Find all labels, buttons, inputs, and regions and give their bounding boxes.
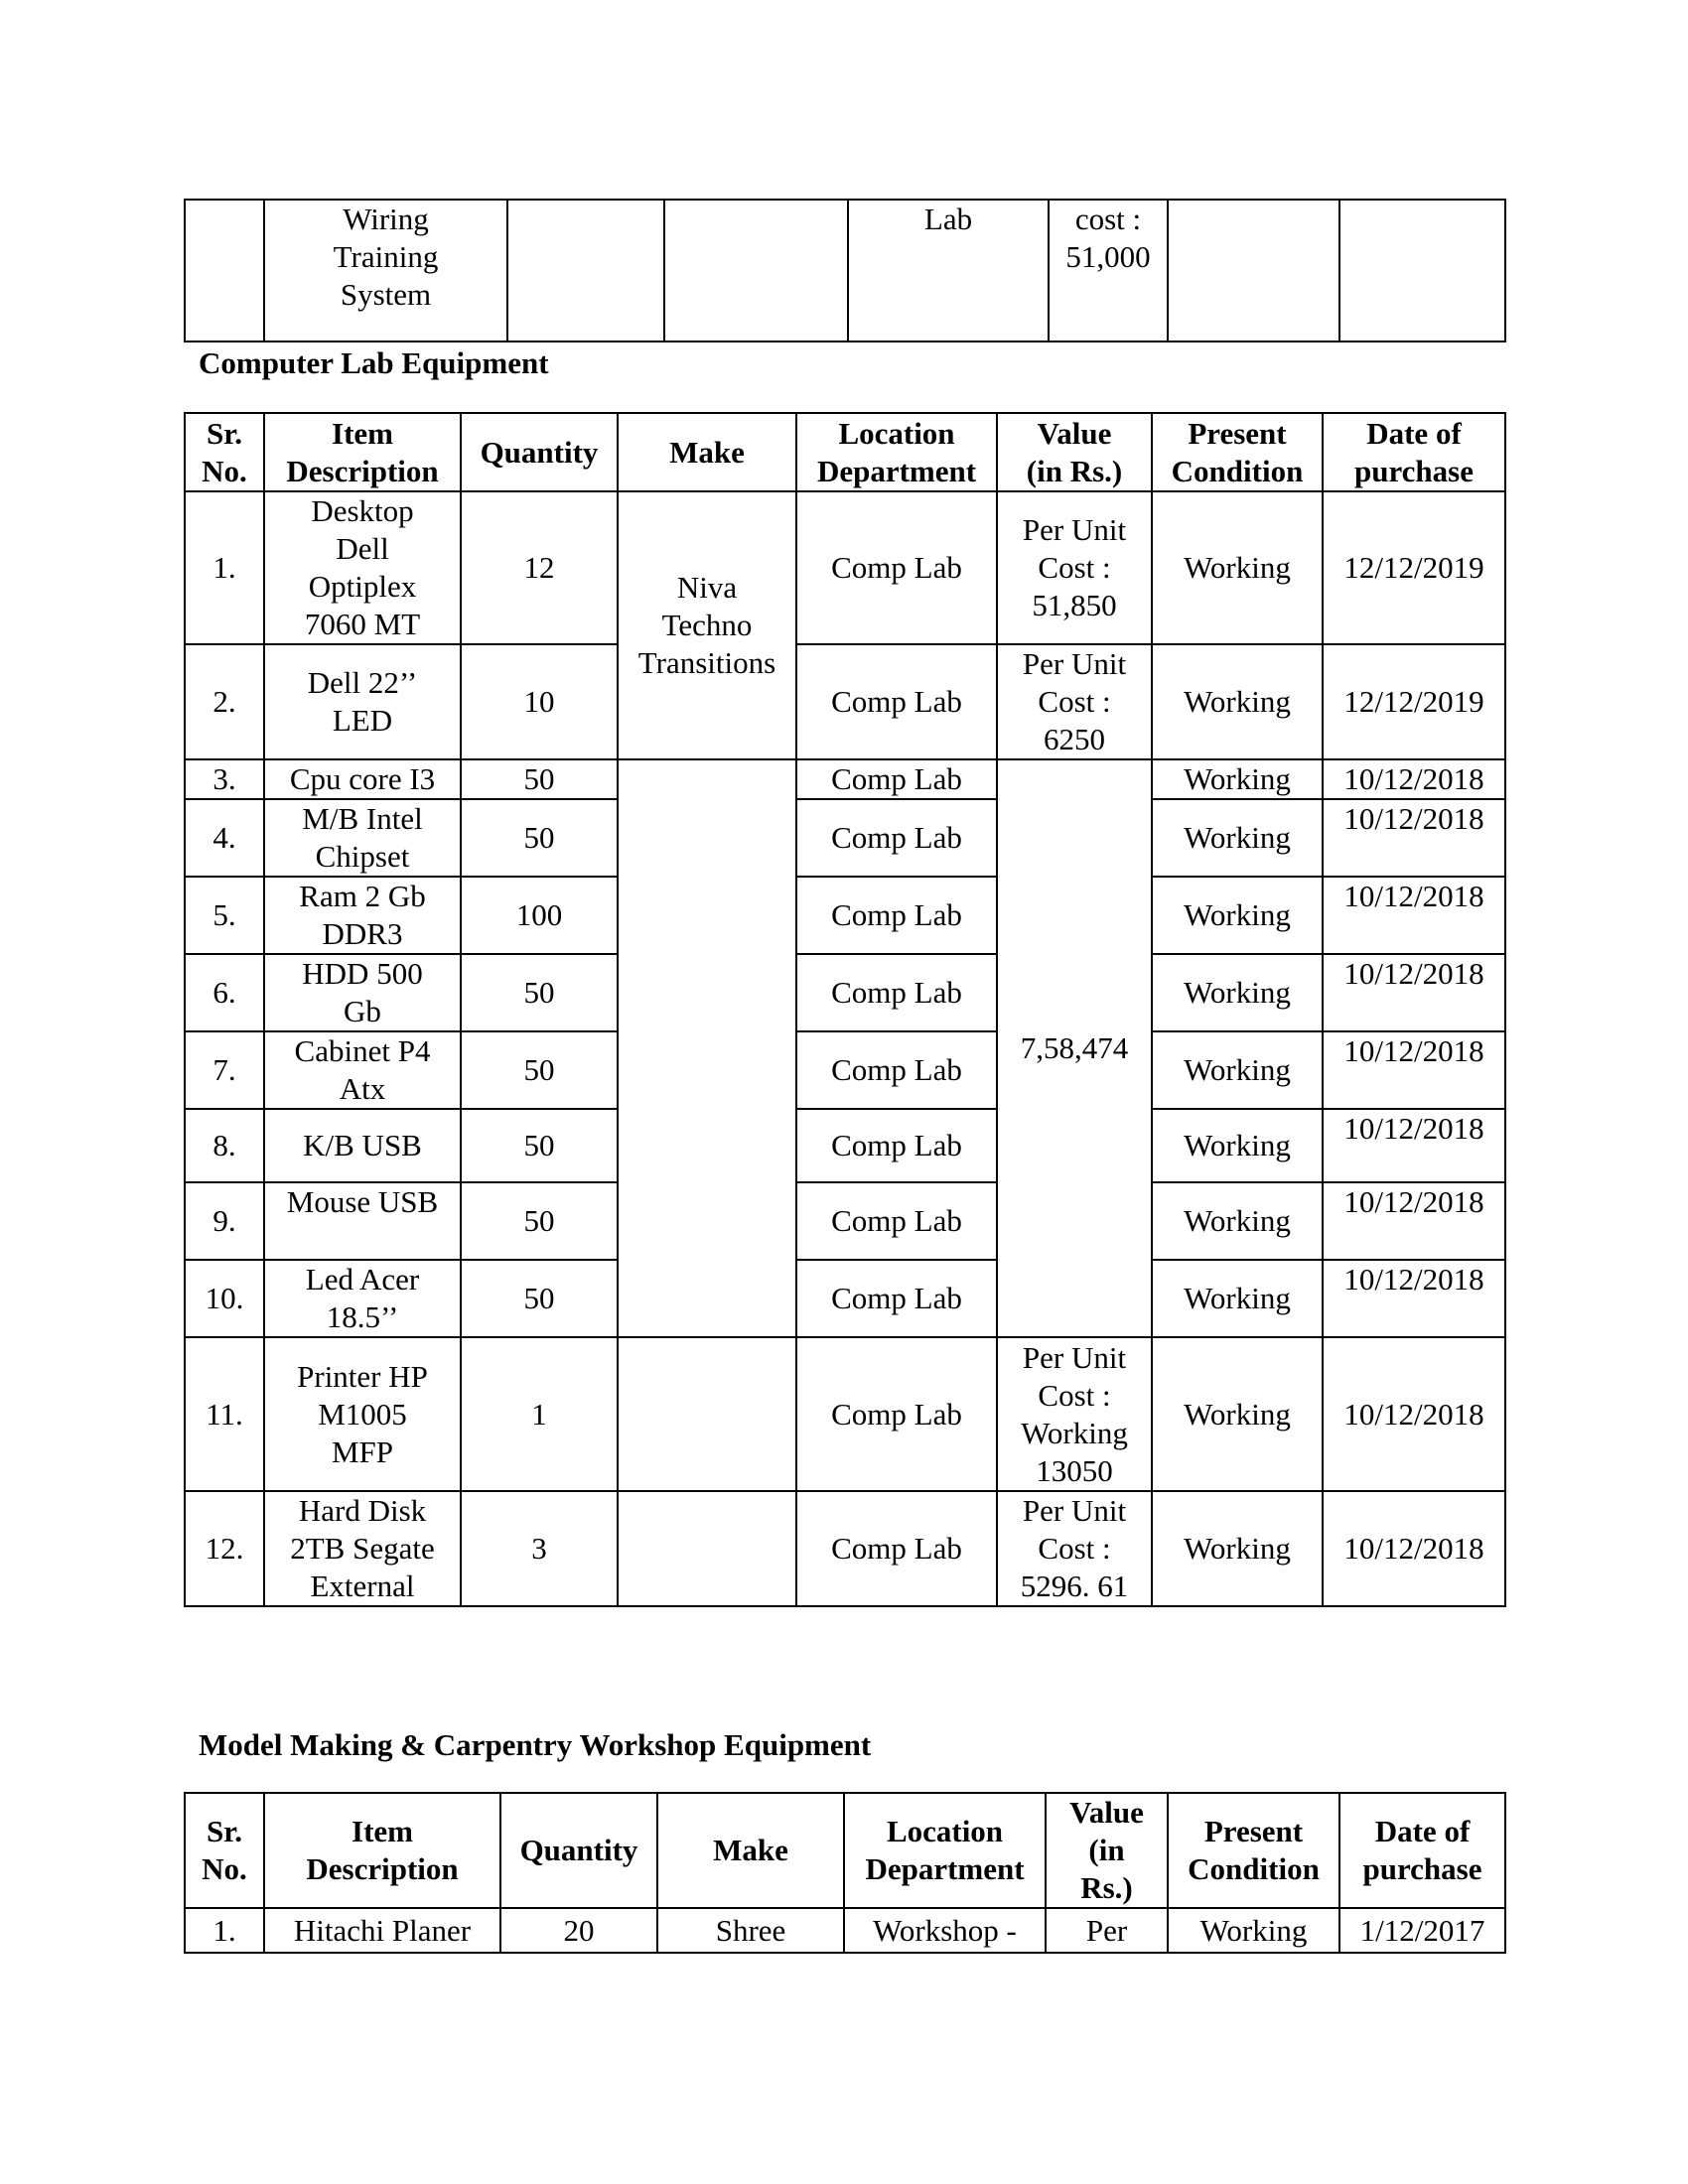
- table-row: [185, 491, 1505, 644]
- cell-quantity: 50: [461, 1182, 618, 1260]
- section-heading-workshop: Model Making & Carpentry Workshop Equipment: [199, 1727, 872, 1762]
- table-row: [185, 954, 1505, 1031]
- cell-item: Cpu core I3: [264, 759, 461, 799]
- cell-condition: [1168, 200, 1339, 341]
- cell-condition: Working: [1152, 799, 1323, 877]
- table-row: [185, 1491, 1505, 1606]
- previous-table-fragment: [184, 199, 1506, 342]
- cell-date: 10/12/2018: [1323, 1260, 1505, 1337]
- cell-location: Comp Lab: [796, 1260, 997, 1337]
- cell-item: HDD 500 Gb: [264, 954, 461, 1031]
- table-row: [185, 1031, 1505, 1109]
- cell-condition: Working: [1152, 491, 1323, 644]
- cell-condition: Working: [1152, 877, 1323, 954]
- cell-sr: 3.: [185, 759, 264, 799]
- cell-date: 10/12/2018: [1323, 954, 1505, 1031]
- cell-sr: 1.: [185, 491, 264, 644]
- cell-item: Hard Disk 2TB Segate External: [264, 1491, 461, 1606]
- cell-quantity: 10: [461, 644, 618, 759]
- cell-item: Led Acer 18.5’’: [264, 1260, 461, 1337]
- cell-condition: Working: [1152, 759, 1323, 799]
- header-quantity: Quantity: [500, 1793, 657, 1908]
- cell-item: M/B Intel Chipset: [264, 799, 461, 877]
- section-heading-computer-lab: Computer Lab Equipment: [199, 345, 549, 380]
- table-row: [185, 877, 1505, 954]
- cell-location: Comp Lab: [796, 1182, 997, 1260]
- cell-value: Per Unit Cost : 5296. 61: [997, 1491, 1152, 1606]
- cell-quantity: 20: [500, 1908, 657, 1953]
- cell-location: Comp Lab: [796, 759, 997, 799]
- cell-make: Niva Techno Transitions: [618, 491, 796, 759]
- cell-location: Comp Lab: [796, 1109, 997, 1182]
- cell-item: Ram 2 Gb DDR3: [264, 877, 461, 954]
- header-sr-no: Sr. No.: [185, 1793, 264, 1908]
- header-make: Make: [618, 413, 796, 491]
- cell-item: Printer HP M1005 MFP: [264, 1337, 461, 1491]
- cell-make: [618, 1337, 796, 1491]
- cell-item: Hitachi Planer: [264, 1908, 500, 1953]
- table-row: [185, 759, 1505, 799]
- header-location-department: Location Department: [844, 1793, 1046, 1908]
- cell-location: Lab: [848, 200, 1049, 341]
- cell-condition: Working: [1152, 1260, 1323, 1337]
- cell-quantity: 1: [461, 1337, 618, 1491]
- cell-quantity: 50: [461, 954, 618, 1031]
- cell-sr: 5.: [185, 877, 264, 954]
- cell-quantity: 50: [461, 1109, 618, 1182]
- cell-sr: 11.: [185, 1337, 264, 1491]
- cell-sr: 9.: [185, 1182, 264, 1260]
- cell-quantity: [507, 200, 664, 341]
- cell-make: [664, 200, 848, 341]
- header-date-of-purchase: Date of purchase: [1323, 413, 1505, 491]
- cell-date: 10/12/2018: [1323, 799, 1505, 877]
- table-row: [185, 200, 1505, 341]
- header-present-condition: Present Condition: [1152, 413, 1323, 491]
- cell-sr: [185, 200, 264, 341]
- cell-date: [1339, 200, 1505, 341]
- header-quantity: Quantity: [461, 413, 618, 491]
- cell-location: Comp Lab: [796, 799, 997, 877]
- header-value: Value (in Rs.): [1046, 1793, 1168, 1908]
- cell-date: 10/12/2018: [1323, 877, 1505, 954]
- cell-value: Per Unit Cost : 6250: [997, 644, 1152, 759]
- cell-make: [618, 759, 796, 1337]
- cell-sr: 8.: [185, 1109, 264, 1182]
- cell-sr: 7.: [185, 1031, 264, 1109]
- cell-location: Workshop -: [844, 1908, 1046, 1953]
- cell-make: [618, 1491, 796, 1606]
- cell-date: 12/12/2019: [1323, 644, 1505, 759]
- cell-condition: Working: [1152, 1337, 1323, 1491]
- cell-item: Dell 22’’ LED: [264, 644, 461, 759]
- header-value: Value (in Rs.): [997, 413, 1152, 491]
- cell-value: Per Unit Cost : 51,850: [997, 491, 1152, 644]
- cell-condition: Working: [1168, 1908, 1339, 1953]
- cell-quantity: 12: [461, 491, 618, 644]
- cell-quantity: 100: [461, 877, 618, 954]
- cell-condition: Working: [1152, 1491, 1323, 1606]
- header-make: Make: [657, 1793, 844, 1908]
- cell-item: Wiring Training System: [264, 200, 507, 341]
- cell-condition: Working: [1152, 644, 1323, 759]
- cell-location: Comp Lab: [796, 1491, 997, 1606]
- table-row: [185, 1260, 1505, 1337]
- cell-quantity: 50: [461, 759, 618, 799]
- cell-sr: 10.: [185, 1260, 264, 1337]
- header-sr-no: Sr. No.: [185, 413, 264, 491]
- cell-location: Comp Lab: [796, 954, 997, 1031]
- workshop-table: [184, 1792, 1506, 1954]
- computer-lab-table: [184, 412, 1506, 1607]
- cell-location: Comp Lab: [796, 491, 997, 644]
- cell-quantity: 3: [461, 1491, 618, 1606]
- cell-sr: 1.: [185, 1908, 264, 1953]
- cell-location: Comp Lab: [796, 1031, 997, 1109]
- cell-condition: Working: [1152, 1182, 1323, 1260]
- cell-date: 10/12/2018: [1323, 759, 1505, 799]
- table-row: [185, 644, 1505, 759]
- cell-date: 10/12/2018: [1323, 1031, 1505, 1109]
- cell-sr: 2.: [185, 644, 264, 759]
- cell-date: 10/12/2018: [1323, 1182, 1505, 1260]
- header-row: [185, 1793, 1505, 1908]
- header-row: [185, 413, 1505, 491]
- cell-condition: Working: [1152, 1031, 1323, 1109]
- table-row: [185, 1337, 1505, 1491]
- cell-value: Per: [1046, 1908, 1168, 1953]
- cell-condition: Working: [1152, 954, 1323, 1031]
- table-row: [185, 1182, 1505, 1260]
- cell-quantity: 50: [461, 1260, 618, 1337]
- cell-item: Cabinet P4 Atx: [264, 1031, 461, 1109]
- header-location-department: Location Department: [796, 413, 997, 491]
- table-row: [185, 1908, 1505, 1953]
- cell-item: Mouse USB: [264, 1182, 461, 1260]
- header-item-description: Item Description: [264, 413, 461, 491]
- cell-location: Comp Lab: [796, 1337, 997, 1491]
- cell-item: Desktop Dell Optiplex 7060 MT: [264, 491, 461, 644]
- cell-item: K/B USB: [264, 1109, 461, 1182]
- cell-sr: 12.: [185, 1491, 264, 1606]
- cell-date: 10/12/2018: [1323, 1337, 1505, 1491]
- cell-date: 12/12/2019: [1323, 491, 1505, 644]
- cell-location: Comp Lab: [796, 644, 997, 759]
- cell-date: 10/12/2018: [1323, 1109, 1505, 1182]
- cell-value-group: 7,58,474: [997, 759, 1152, 1337]
- cell-quantity: 50: [461, 799, 618, 877]
- cell-date: 10/12/2018: [1323, 1491, 1505, 1606]
- header-date-of-purchase: Date of purchase: [1339, 1793, 1505, 1908]
- cell-condition: Working: [1152, 1109, 1323, 1182]
- cell-value: cost : 51,000: [1049, 200, 1168, 341]
- cell-value: Per Unit Cost : Working 13050: [997, 1337, 1152, 1491]
- table-row: [185, 799, 1505, 877]
- cell-make: Shree: [657, 1908, 844, 1953]
- table-row: [185, 1109, 1505, 1182]
- cell-quantity: 50: [461, 1031, 618, 1109]
- cell-date: 1/12/2017: [1339, 1908, 1505, 1953]
- cell-sr: 4.: [185, 799, 264, 877]
- cell-location: Comp Lab: [796, 877, 997, 954]
- header-present-condition: Present Condition: [1168, 1793, 1339, 1908]
- cell-sr: 6.: [185, 954, 264, 1031]
- header-item-description: Item Description: [264, 1793, 500, 1908]
